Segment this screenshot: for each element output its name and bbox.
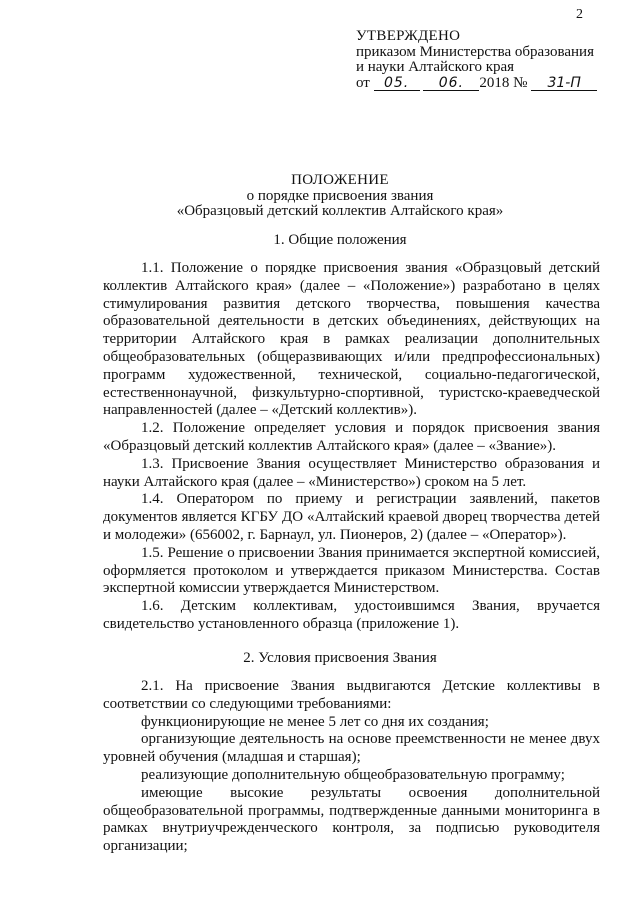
approval-date-line: [356, 76, 597, 92]
requirement-item: имеющие высокие результаты освоения дополнительной общеобразовательной программы, подтвержденные данными мониторинга в рамках внутриучрежденческого контроля, за подписью руководителя организации;: [103, 784, 600, 855]
title-main: ПОЛОЖЕНИЕ: [291, 172, 389, 188]
paragraph-1-1: 1.1. Положение о порядке присвоения звания «Образцовый детский коллектив Алтайского края» (далее – «Положение») разработано в целях стимулирования развития детского творчества, повышения качества образовательной деятельности в детских объединениях, действующих на территории Алтайского края в рамках реализации дополнительных общеобразовательных (общеразвивающих и/или предпрофессиональных) программ художественной, технической, социально-педагогической, естественнонаучной, физкультурно-спортивной, туристско-краеведческой направленностей (далее – «Детский коллектив»).: [103, 260, 600, 419]
title-line-3: «Образцовый детский коллектив Алтайского края»: [176, 203, 504, 219]
paragraph-2-1: 2.1. На присвоение Звания выдвигаются Детские коллективы в соответствии со следующими требованиями:: [103, 678, 600, 712]
document-title: [100, 173, 580, 220]
paragraph-1-6: 1.6. Детским коллективам, удостоившимся Звания, вручается свидетельство установленного образца (приложение 1).: [103, 598, 600, 632]
requirement-item: организующие деятельность на основе преемственности не менее двух уровней обучения (младшая и старшая);: [103, 731, 600, 766]
paragraph-1-3: 1.3. Присвоение Звания осуществляет Министерство образования и науки Алтайского края (далее – «Министерство») сроком на 5 лет.: [103, 455, 600, 490]
paragraph-1-4: 1.4. Оператором по приему и регистрации заявлений, пакетов документов является КГБУ ДО «Алтайский краевой дворец творчества детей и молодежи» (656002, г. Барнаул, ул. Пионеров, 2) (далее – «Оператор»).: [103, 491, 600, 543]
approval-line-2: и науки Алтайского края: [356, 59, 515, 75]
section-1-body: [103, 260, 600, 634]
section-2-body: [103, 678, 600, 856]
handwritten-order-number: 31-П: [531, 76, 597, 91]
date-prefix: от: [356, 74, 370, 91]
handwritten-month: 06.: [423, 76, 479, 91]
number-sign: №: [513, 74, 528, 91]
page-number: 2: [576, 7, 583, 22]
approval-block: [356, 29, 597, 91]
section-1-heading: 1. Общие положения: [273, 232, 407, 248]
section-2-heading: 2. Условия присвоения Звания: [243, 650, 437, 666]
requirement-item: реализующие дополнительную общеобразовательную программу;: [141, 766, 565, 783]
approval-stamp: УТВЕРЖДЕНО: [356, 28, 461, 44]
date-year: 2018: [479, 74, 510, 91]
approval-line-1: приказом Министерства образования: [356, 43, 594, 60]
title-line-2: о порядке присвоения звания: [246, 187, 434, 204]
handwritten-day: 05.: [374, 76, 420, 91]
paragraph-1-2: 1.2. Положение определяет условия и порядок присвоения звания «Образцовый детский коллектив Алтайского края» (далее – «Звание»).: [103, 420, 600, 454]
requirement-item: функционирующие не менее 5 лет со дня их создания;: [141, 713, 489, 730]
paragraph-1-5: 1.5. Решение о присвоении Звания принимается экспертной комиссией, оформляется протоколом и утверждается приказом Министерства. Состав экспертной комиссии утверждается Министерством.: [103, 544, 600, 597]
